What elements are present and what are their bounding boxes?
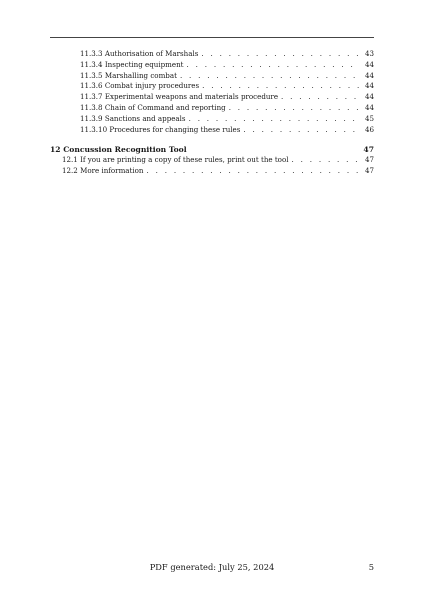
dot-leader [180, 71, 360, 82]
toc-chapter-title: Concussion Recognition Tool [63, 145, 187, 155]
toc-section[interactable] [50, 155, 374, 166]
toc-entry-number: 11.3.5 [80, 70, 103, 80]
toc-entry-number: 11.3.8 [80, 102, 103, 112]
toc-entry-title: Marshalling combat [104, 70, 177, 80]
toc-entry-number: 11.3.4 [80, 59, 103, 69]
toc-section-title: If you are printing a copy of these rules, print out the tool [80, 155, 289, 165]
toc-entry[interactable] [50, 71, 374, 82]
dot-leader [201, 49, 360, 60]
dot-leader [189, 114, 360, 125]
page-number: 5 [368, 562, 374, 572]
header-rule [50, 37, 374, 38]
toc-entry-page: 44 [364, 92, 374, 102]
toc-entry-page: 44 [364, 102, 374, 112]
toc-entry-page: 44 [364, 70, 374, 80]
toc-entry-title: Inspecting equipment [104, 59, 184, 69]
table-of-contents [50, 49, 374, 177]
toc-entry[interactable] [50, 114, 374, 125]
toc-entry[interactable] [50, 81, 374, 92]
dot-leader [281, 92, 360, 103]
toc-entry[interactable] [50, 60, 374, 71]
toc-chapter[interactable] [50, 144, 374, 155]
toc-entry-page: 45 [364, 113, 374, 123]
dot-leader [292, 155, 361, 166]
toc-entry-number: 11.3.9 [80, 113, 103, 123]
pdf-generated-date: PDF generated: July 25, 2024 [149, 562, 275, 572]
toc-entry-title: Chain of Command and reporting [104, 102, 226, 112]
toc-entry-page: 44 [364, 59, 374, 69]
toc-section-page: 47 [364, 166, 374, 176]
toc-entry-title: Combat injury procedures [104, 81, 200, 91]
dot-leader [146, 166, 360, 177]
toc-entry-page: 46 [364, 124, 374, 134]
toc-entry-title: Authorisation of Marshals [104, 49, 199, 58]
dot-leader [229, 103, 360, 114]
toc-entry-number: 11.3.10 [80, 124, 108, 134]
dot-leader [187, 60, 360, 71]
toc-entry-number: 11.3.7 [80, 92, 103, 102]
toc-entry-number: 11.3.6 [80, 81, 103, 91]
page-footer [50, 561, 374, 573]
toc-entry[interactable] [50, 103, 374, 114]
toc-entry[interactable] [50, 125, 374, 136]
toc-section-number: 12.1 [62, 155, 78, 165]
toc-section-page: 47 [364, 155, 374, 165]
toc-entry-number: 11.3.3 [80, 49, 103, 58]
toc-entry-page: 43 [364, 49, 374, 58]
toc-entry-title: Procedures for changing these rules [109, 124, 241, 134]
toc-entry[interactable] [50, 92, 374, 103]
toc-chapter-page: 47 [363, 145, 374, 155]
toc-entry-title: Experimental weapons and materials procedure [104, 92, 279, 102]
dot-leader [243, 125, 360, 136]
toc-entry-title: Sanctions and appeals [104, 113, 186, 123]
dot-leader [202, 81, 360, 92]
toc-entry-page: 44 [364, 81, 374, 91]
toc-entry[interactable] [50, 49, 374, 60]
toc-section[interactable] [50, 166, 374, 177]
toc-section-title: More information [80, 166, 144, 176]
toc-chapter-number: 12 [50, 145, 61, 155]
toc-section-number: 12.2 [62, 166, 78, 176]
